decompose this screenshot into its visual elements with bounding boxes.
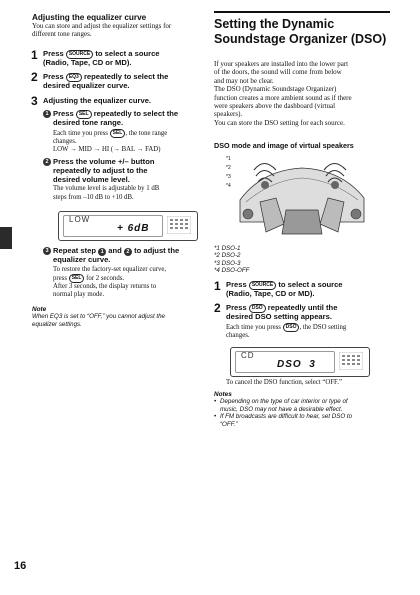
dso-desc-line: and may not be clear. xyxy=(214,76,274,85)
title-rule xyxy=(214,11,390,13)
dso-button-inline: DSO xyxy=(283,323,300,332)
note-line: Depending on the type of car interior or type of xyxy=(220,398,348,405)
legend-item: *2 DSO-2 xyxy=(214,252,241,260)
sel-button[interactable]: SEL xyxy=(76,110,92,119)
lcd-display-eq xyxy=(58,211,198,241)
fig-label: *2 xyxy=(226,165,231,171)
dso-legend xyxy=(214,245,249,275)
sub-2-line1: Press the volume +/– button xyxy=(53,157,155,166)
sub-2-desc1: The volume level is adjustable by 1 dB xyxy=(53,185,160,193)
bullet-icon: • xyxy=(214,413,217,421)
dso-step-1-post: to select a source xyxy=(278,280,343,289)
step-2-text xyxy=(43,73,203,91)
dso-step-2-desc2: changes. xyxy=(226,332,250,340)
lcd-eq-meter-icon xyxy=(167,216,191,234)
left-heading: Adjusting the equalizer curve xyxy=(32,13,147,22)
note-line: “OFF.” xyxy=(220,420,238,428)
sub-1-desc-pre: Each time you press xyxy=(53,129,108,137)
left-intro: You can store and adjust the equalizer settings for different tone ranges. xyxy=(32,22,172,39)
circle-2-ref-icon: 2 xyxy=(124,248,132,256)
sub-3-desc3: After 3 seconds, the display returns to xyxy=(53,283,157,291)
legend-item: *3 DSO-3 xyxy=(214,259,241,267)
left-note-heading: Note xyxy=(32,306,47,313)
note-line: If FM broadcasts are difficult to hear, set DSO to xyxy=(220,413,353,421)
circle-1-icon: 1 xyxy=(43,110,51,118)
dso-subheading: DSO mode and image of virtual speakers xyxy=(214,141,354,150)
step-2-line2: desired equalizer curve. xyxy=(43,81,130,90)
sub-2-line2: repeatedly to adjust to the xyxy=(53,165,148,175)
dso-step-1-pre: Press xyxy=(226,280,247,289)
sub-3-mid: and xyxy=(108,246,122,255)
lcd-eq-range: LOW xyxy=(69,215,91,224)
dso-step-1-number: 1 xyxy=(214,279,221,293)
dso-desc-line: If your speakers are installed into the lower part xyxy=(214,60,349,68)
step-1-number: 1 xyxy=(31,48,38,62)
car-interior-illustration xyxy=(232,152,372,242)
dso-desc-line: were speakers above the dashboard (virtual xyxy=(214,102,336,111)
fig-label: *3 xyxy=(226,174,231,180)
lcd-eq-value: + 6dB xyxy=(117,223,150,234)
dso-desc-line: of the doors, the sound will come from below xyxy=(214,68,342,77)
note-line: music, DSO may not have a desirable effect. xyxy=(220,405,343,413)
left-note-line2: equalizer settings. xyxy=(32,320,82,328)
step-1-line2: (Radio, Tape, CD or MD). xyxy=(43,58,132,67)
legend-item: *1 DSO-1 xyxy=(214,245,241,252)
sub-3-desc2-post: for 2 seconds. xyxy=(86,275,125,282)
sub-3 xyxy=(43,247,208,300)
sel-button-inline-2: SEL xyxy=(69,274,85,283)
sub-1-line2: desired tone range. xyxy=(53,118,124,127)
section-title-line1: Setting the Dynamic xyxy=(214,17,335,31)
step-3-text: Adjusting the equalizer curve. xyxy=(43,96,152,105)
dso-step-2-line2: desired DSO setting appears. xyxy=(226,312,332,321)
sub-2-line3: desired volume level. xyxy=(53,174,130,184)
step-1-text xyxy=(43,50,203,68)
dso-description xyxy=(214,60,394,127)
tone-range-sequence: LOW → MID → HI (→ BAL → FAD) xyxy=(53,146,161,154)
step-1-post: to select a source xyxy=(95,49,160,58)
fig-label: *1 xyxy=(226,156,231,162)
right-notes-heading: Notes xyxy=(214,391,232,398)
dso-step-2-desc-pre: Each time you press xyxy=(226,324,281,331)
sub-3-pre: Repeat step xyxy=(53,246,97,255)
sub-3-line2: equalizer curve. xyxy=(53,255,111,264)
dso-step-2-pre: Press xyxy=(226,303,247,312)
dso-step-1-line2: (Radio, Tape, CD or MD). xyxy=(226,289,315,298)
step-1-pre: Press xyxy=(43,49,64,58)
dso-step-2-desc-post: , the DSO setting xyxy=(299,324,347,331)
sub-1-post: repeatedly to select the xyxy=(93,109,179,118)
step-2-pre: Press xyxy=(43,72,64,81)
dso-desc-line: function creates a more ambient sound as if there xyxy=(214,93,352,102)
step-2-number: 2 xyxy=(31,70,38,84)
dso-desc-line: The DSO (Dynamic Soundstage Organizer) xyxy=(214,85,337,94)
legend-item: *4 DSO-OFF xyxy=(214,267,250,275)
dso-step-1-text xyxy=(226,281,396,299)
left-note-text xyxy=(32,313,202,328)
sub-2 xyxy=(43,158,203,202)
dso-desc-line: You can store the DSO setting for each source. xyxy=(214,118,345,127)
sub-1-desc2: changes. xyxy=(53,138,77,145)
section-title xyxy=(214,17,386,47)
sel-button-inline: SEL xyxy=(110,129,126,138)
bullet-icon: • xyxy=(214,398,217,405)
sub-1-desc-post: , the tone range xyxy=(125,129,168,137)
source-button-2[interactable]: SOURCE xyxy=(249,281,276,290)
lcd-dso-meter-icon xyxy=(339,352,363,370)
right-notes xyxy=(214,398,394,428)
source-button[interactable]: SOURCE xyxy=(66,50,93,59)
section-title-line2: Soundstage Organizer (DSO) xyxy=(214,32,387,46)
left-note-line1: When EQ3 is set to “OFF,” you cannot adjust the xyxy=(32,313,165,320)
dso-step-2-desc xyxy=(226,323,401,340)
dso-step-2-post: repeatedly until the xyxy=(267,303,338,312)
step-2-post: repeatedly to select the xyxy=(83,72,169,81)
sub-2-desc2: steps from –10 dB to +10 dB. xyxy=(53,193,134,201)
sub-3-desc1: To restore the factory-set equalizer curve, xyxy=(53,265,167,273)
circle-3-icon: 3 xyxy=(43,247,51,255)
step-3-number: 3 xyxy=(31,94,38,108)
sub-3-post: to adjust the xyxy=(134,246,180,255)
lcd-dso-value: DSO 3 xyxy=(277,359,316,370)
dso-step-2-text xyxy=(226,304,396,322)
section-tab xyxy=(0,227,12,249)
fig-label: *4 xyxy=(226,183,231,189)
dso-cancel-text: To cancel the DSO function, select “OFF.” xyxy=(226,379,343,386)
sub-3-desc2-pre: press xyxy=(53,275,67,282)
eq3-button[interactable]: EQ3 xyxy=(66,73,82,82)
dso-button[interactable]: DSO xyxy=(249,304,266,313)
circle-1-ref-icon: 1 xyxy=(98,248,106,256)
sub-1 xyxy=(43,110,203,154)
dso-desc-line: speakers). xyxy=(214,110,243,119)
sub-3-desc4: normal play mode. xyxy=(53,291,105,299)
page-number: 16 xyxy=(14,560,27,572)
sub-1-pre: Press xyxy=(53,109,74,118)
lcd-display-dso xyxy=(230,347,370,377)
circle-2-icon: 2 xyxy=(43,158,51,166)
lcd-dso-source: CD xyxy=(241,351,255,360)
dso-step-2-number: 2 xyxy=(214,301,221,315)
